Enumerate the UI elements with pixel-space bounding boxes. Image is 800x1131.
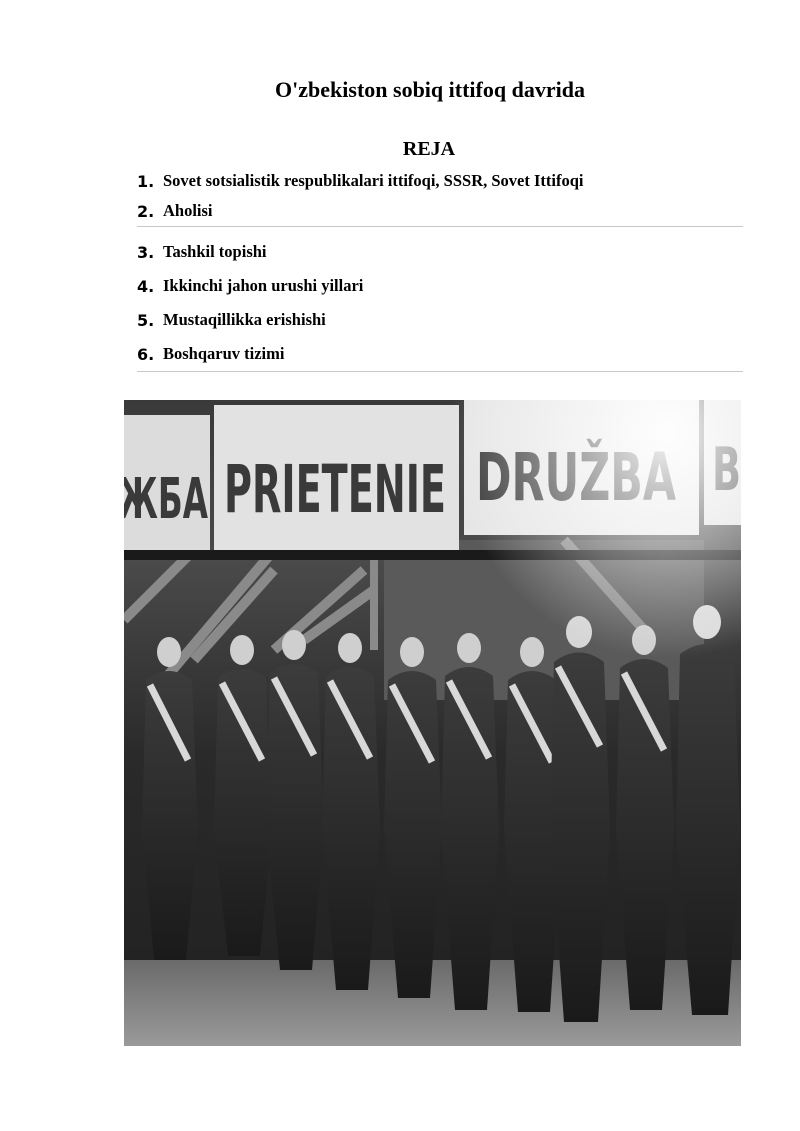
plan-list	[137, 166, 743, 372]
page-title: O'zbekiston sobiq ittifoq davrida	[275, 77, 585, 102]
plan-item-2	[137, 196, 743, 227]
plan-item-text: Boshqaruv tizimi	[163, 344, 285, 363]
plan-item-1	[137, 166, 743, 196]
plan-heading: REJA	[402, 138, 456, 160]
plan-item-4	[137, 269, 743, 303]
plan-item-text: Mustaqillikka erishishi	[163, 310, 326, 329]
plan-item-5	[137, 303, 743, 337]
plan-item-3	[137, 235, 743, 269]
historical-photo	[124, 400, 741, 1046]
plan-item-text: Ikkinchi jahon urushi yillari	[163, 276, 364, 295]
plan-item-number: 2.	[137, 201, 155, 221]
plan-item-text: Aholisi	[163, 201, 213, 220]
plan-item-text: Tashkil topishi	[163, 242, 267, 261]
plan-item-number: 4.	[137, 276, 155, 296]
plan-item-number: 3.	[137, 242, 155, 262]
plan-item-text: Sovet sotsialistik respublikalari ittifoqi, SSSR, Sovet Ittifoqi	[163, 171, 584, 190]
plan-item-number: 5.	[137, 310, 155, 330]
plan-item-number: 6.	[137, 344, 155, 364]
plan-item-6	[137, 337, 743, 372]
plan-item-number: 1.	[137, 171, 155, 191]
